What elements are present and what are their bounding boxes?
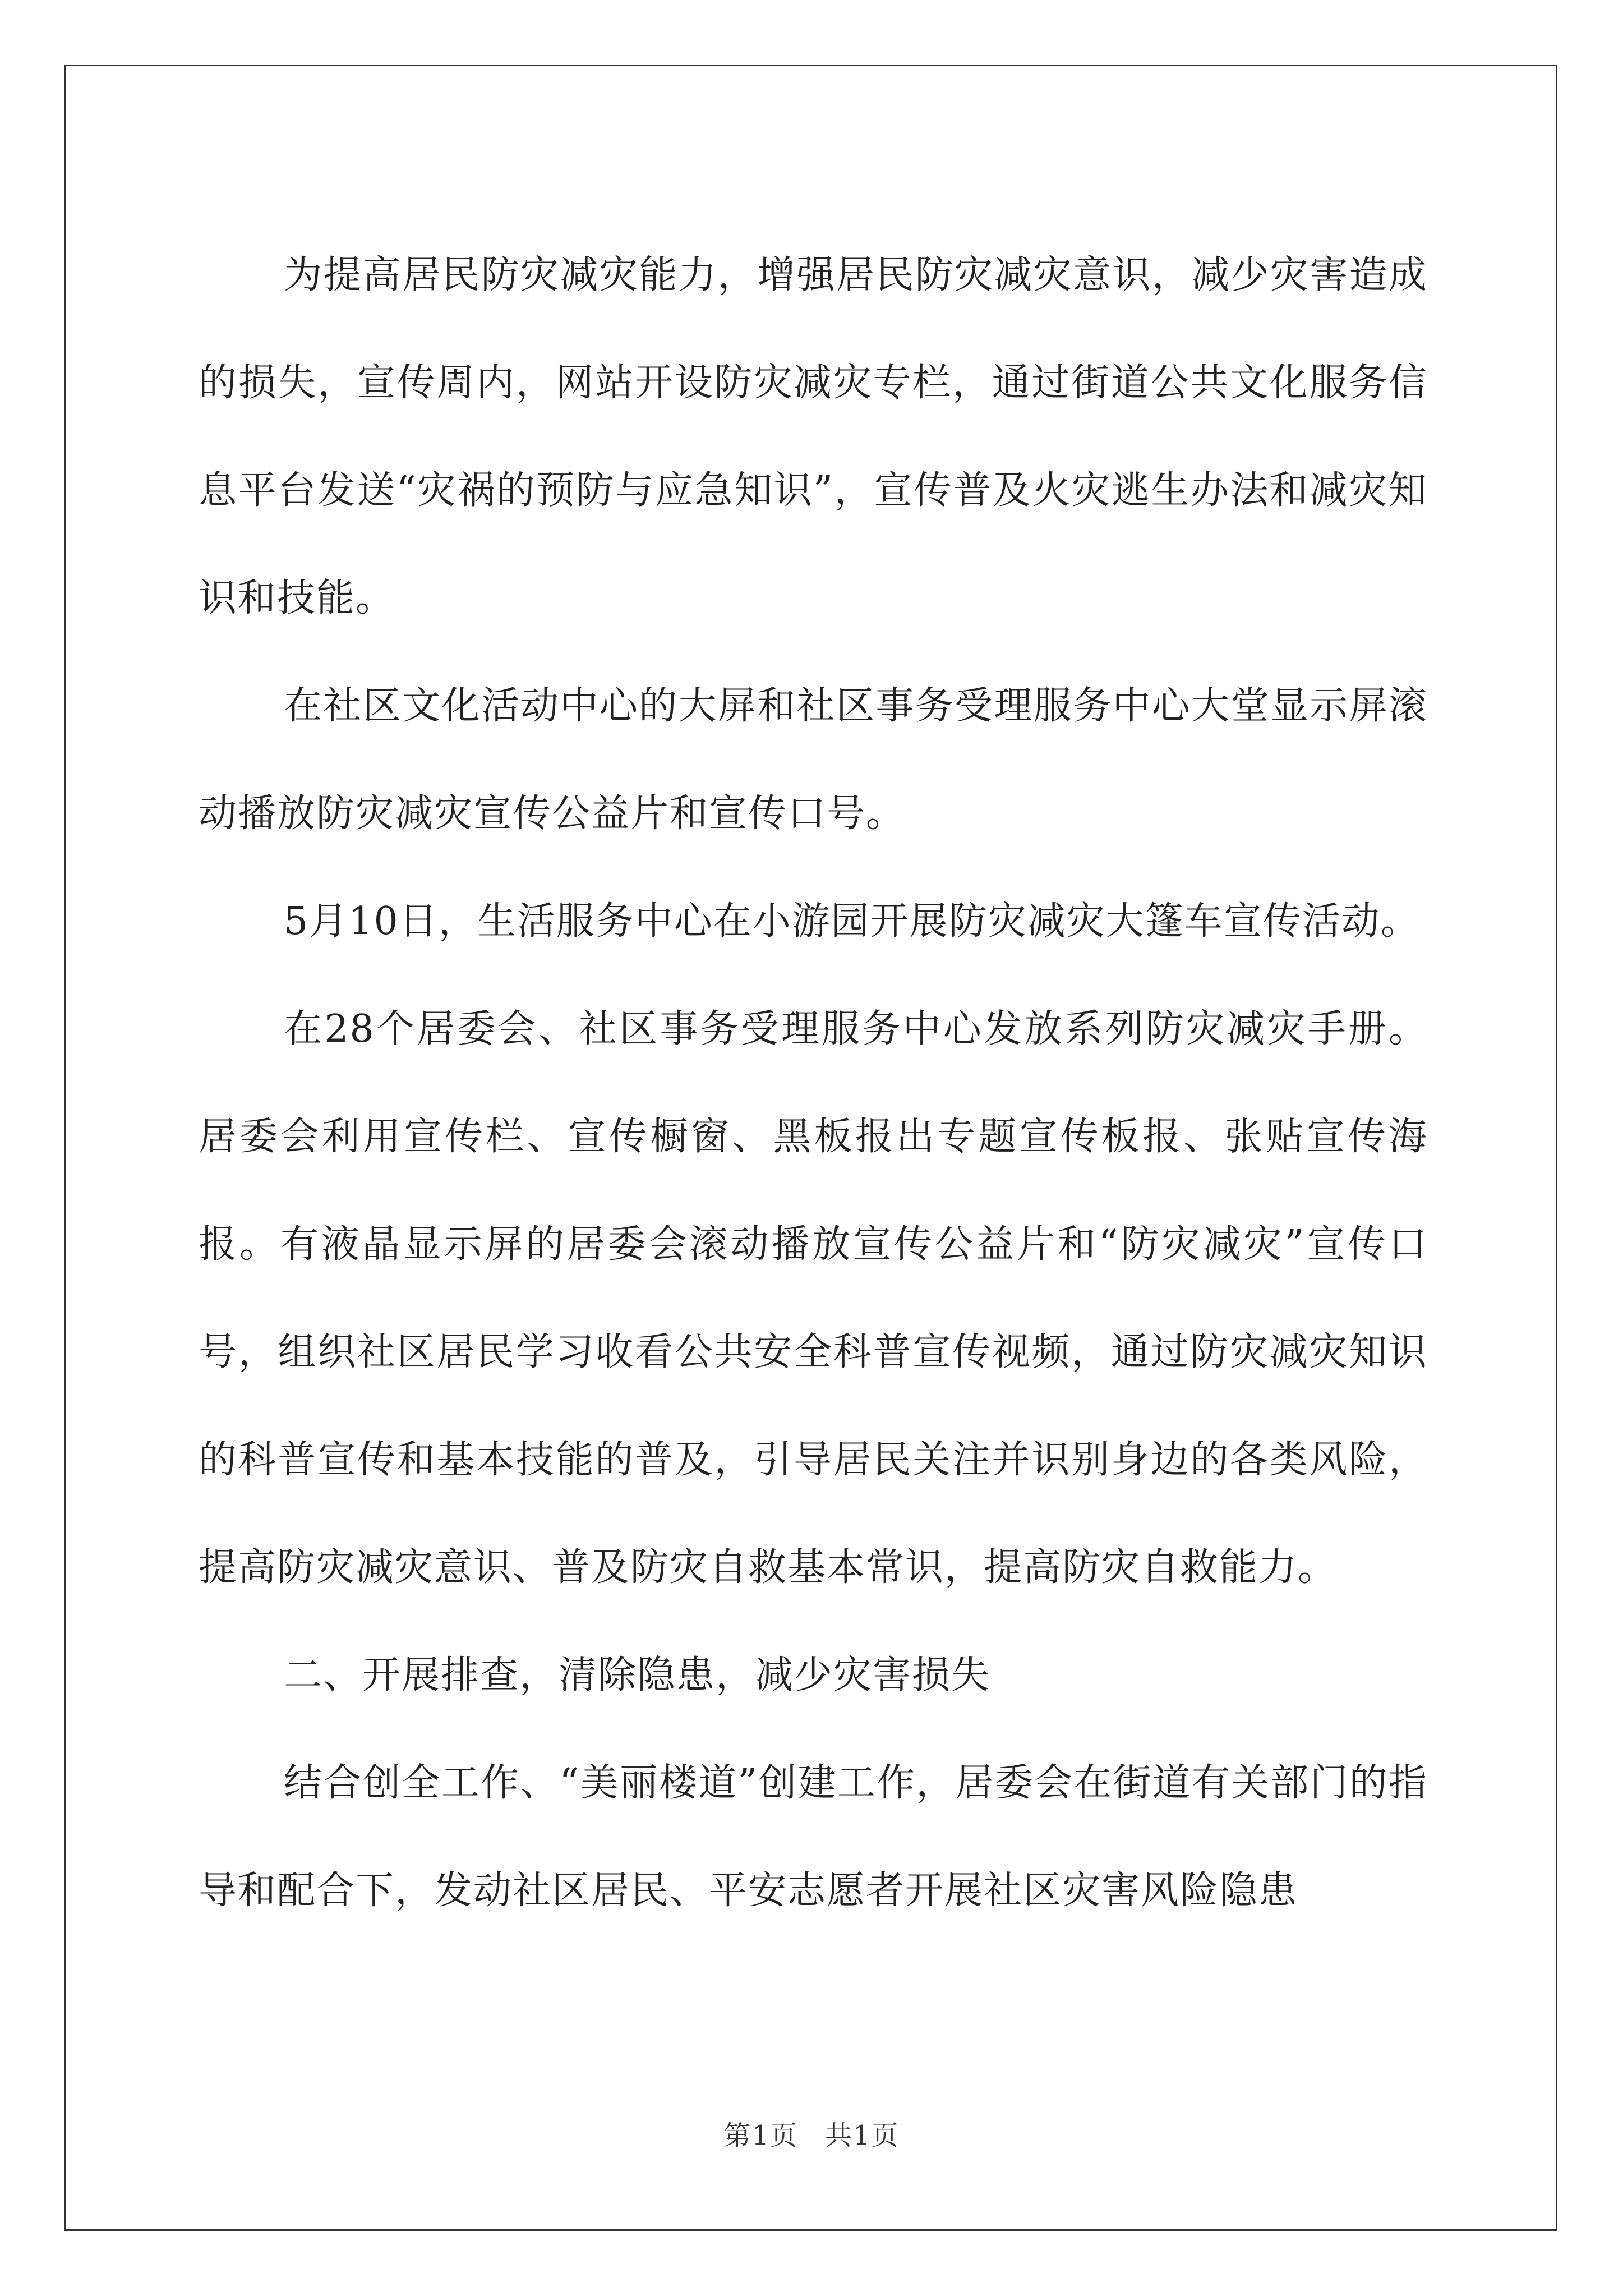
page-footer	[0, 2114, 1623, 2152]
paragraph-5: 结合创全工作、“美丽楼道”创建工作，居委会在街道有关部门的指导和配合下，发动社区居民、平安志愿者开展社区灾害风险隐患	[199, 1761, 1428, 1913]
page-number: 第1页	[723, 2120, 798, 2151]
section-heading: 二、开展排查，清除隐患，减少灾害损失	[284, 1653, 991, 1697]
paragraph-4: 在28个居委会、社区事务受理服务中心发放系列防灾减灾手册。居委会利用宣传栏、宣传橱窗、黑板报出专题宣传板报、张贴宣传海报。有液晶显示屏的居委会滚动播放宣传公益片和“防灾减灾”宣传口号，组织社区居民学习收看公共安全科普宣传视频，通过防灾减灾知识的科普宣传和基本技能的普及，引导居民关注并识别身边的各类风险，提高防灾减灾意识、普及防灾自救基本常识，提高防灾自救能力。	[199, 1007, 1428, 1590]
page-count: 共1页	[825, 2120, 900, 2151]
paragraph-2: 在社区文化活动中心的大屏和社区事务受理服务中心大堂显示屏滚动播放防灾减灾宣传公益片和宣传口号。	[199, 684, 1428, 836]
paragraph-3: 5月10日，生活服务中心在小游园开展防灾减灾大篷车宣传活动。	[284, 899, 1420, 944]
document-body	[199, 222, 1428, 1945]
paragraph-1: 为提高居民防灾减灾能力，增强居民防灾减灾意识，减少灾害造成的损失，宣传周内，网站开设防灾减灾专栏，通过街道公共文化服务信息平台发送“灾祸的预防与应急知识”，宣传普及火灾逃生办法和减灾知识和技能。	[199, 253, 1428, 620]
